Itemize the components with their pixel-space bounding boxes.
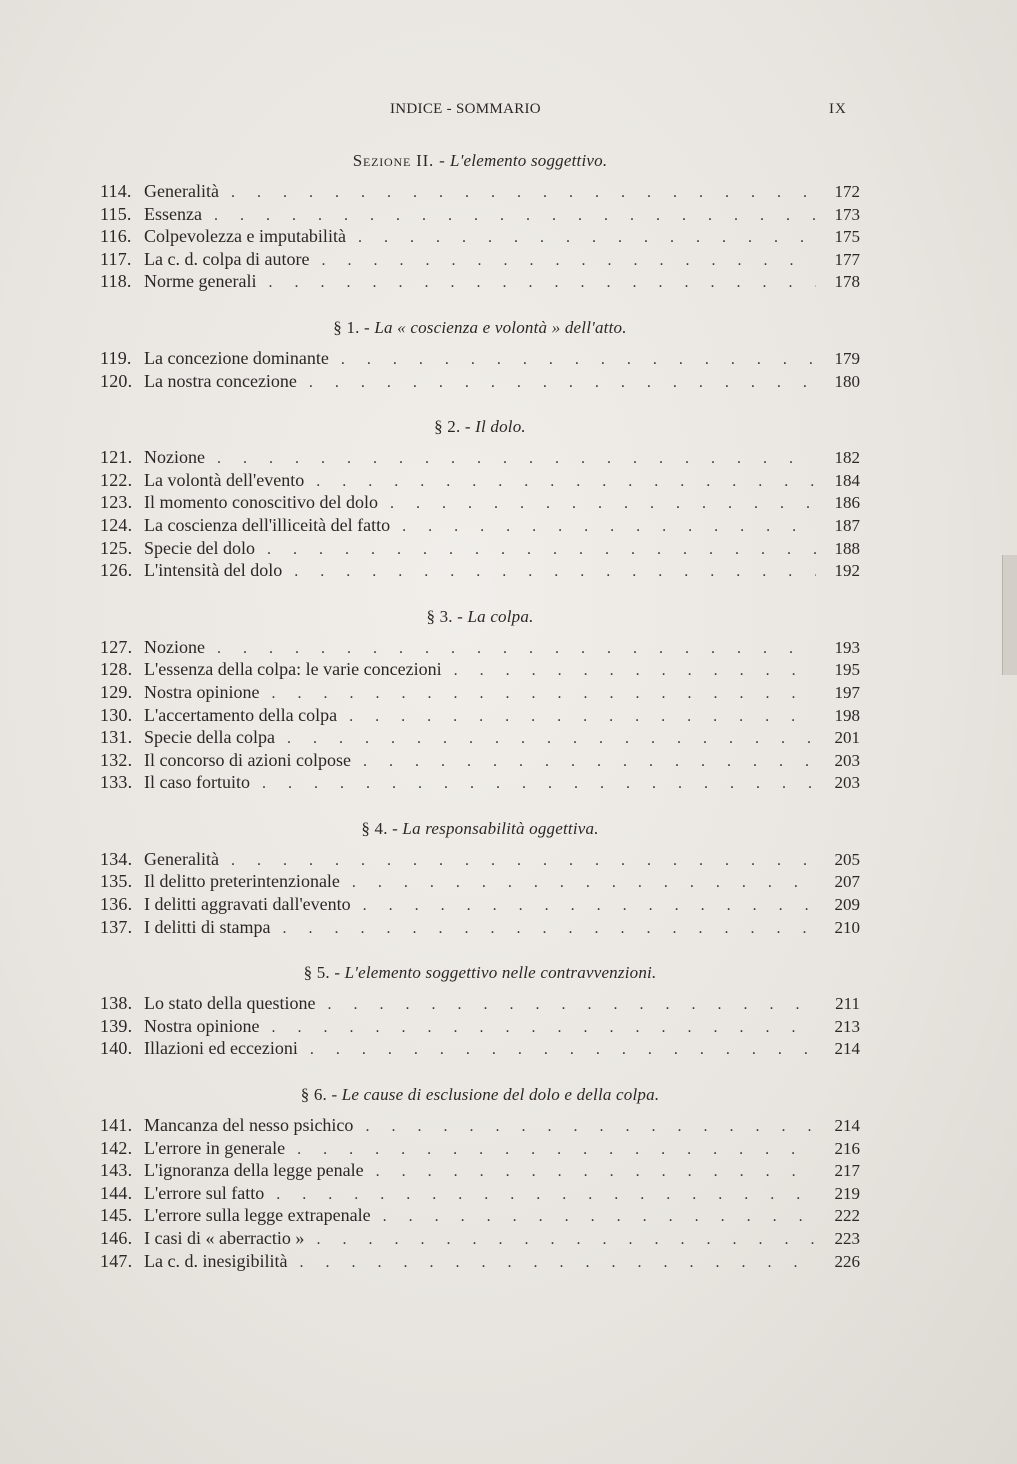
entry-page-number: 222: [834, 1206, 860, 1226]
toc-entry: [100, 248, 860, 271]
toc-entry: [100, 893, 860, 916]
entry-page-number: 178: [834, 272, 860, 292]
section-heading: [100, 416, 860, 438]
toc-section: [100, 962, 860, 1060]
entry-number: 125.: [100, 537, 133, 558]
dot-leader: [358, 227, 816, 250]
section-heading: [100, 818, 860, 840]
toc-entry: [100, 559, 860, 582]
entry-number: 128.: [100, 659, 133, 680]
entry-list: [100, 446, 860, 582]
running-head: [0, 101, 1017, 121]
toc-section: [100, 416, 860, 582]
toc-entry: [100, 681, 860, 704]
toc-entry: [100, 225, 860, 248]
dot-leader: [268, 272, 816, 295]
dot-leader: [294, 561, 816, 584]
toc-entry: [100, 514, 860, 537]
entry-title: La nostra concezione: [144, 370, 297, 391]
toc-entry: [100, 636, 860, 659]
toc-entry: [100, 1015, 860, 1038]
dot-leader: [282, 918, 816, 941]
entry-page-number: 226: [834, 1251, 860, 1271]
toc-entry: [100, 1137, 860, 1160]
entry-list: [100, 848, 860, 938]
dot-leader: [214, 205, 816, 228]
entry-number: 146.: [100, 1228, 133, 1248]
section-heading: [100, 1084, 860, 1106]
entry-page-number: 217: [834, 1161, 860, 1181]
entry-page-number: 214: [834, 1039, 860, 1059]
entry-list: [100, 180, 860, 293]
entry-number: 139.: [100, 1015, 133, 1036]
entry-title: Il momento conoscitivo del dolo: [144, 492, 378, 513]
toc-entry: [100, 180, 860, 203]
running-head-title: INDICE - SOMMARIO: [390, 101, 541, 117]
entry-page-number: 173: [834, 204, 860, 224]
section-heading-number: § 6. -: [300, 1085, 338, 1105]
page-edge-tab: [1002, 555, 1017, 675]
entry-title: Generalità: [144, 181, 219, 201]
dot-leader: [217, 448, 816, 471]
dot-leader: [231, 182, 816, 205]
entry-title: Lo stato della questione: [144, 993, 316, 1014]
entry-page-number: 216: [834, 1138, 860, 1158]
entry-number: 137.: [100, 916, 133, 937]
entry-title: Nozione: [144, 636, 205, 657]
section-heading-number: § 1. -: [333, 317, 370, 337]
entry-number: 140.: [100, 1038, 133, 1059]
toc-entry: [100, 704, 860, 727]
entry-page-number: 213: [834, 1016, 860, 1036]
toc-section: [100, 150, 860, 293]
toc-entry: [100, 992, 860, 1015]
dot-leader: [363, 751, 816, 774]
toc-entry: [100, 1037, 860, 1060]
entry-number: 122.: [100, 469, 133, 490]
entry-number: 135.: [100, 871, 133, 892]
toc-section: [100, 1084, 860, 1272]
dot-leader: [276, 1184, 816, 1207]
entry-number: 129.: [100, 681, 133, 702]
entry-title: L'essenza della colpa: le varie concezioni: [144, 659, 442, 680]
toc-entry: [100, 848, 860, 871]
toc-entry: [100, 1204, 860, 1227]
entry-title: L'errore in generale: [144, 1137, 286, 1158]
toc-entry: [100, 771, 860, 794]
entry-number: 144.: [100, 1182, 133, 1203]
entry-page-number: 172: [834, 182, 860, 201]
entry-page-number: 188: [834, 538, 860, 558]
entry-page-number: 198: [834, 705, 860, 725]
entry-number: 145.: [100, 1205, 133, 1226]
entry-title: Colpevolezza e imputabilità: [144, 226, 346, 247]
entry-page-number: 193: [834, 637, 860, 657]
entry-list: [100, 347, 860, 392]
entry-title: L'errore sul fatto: [144, 1182, 265, 1203]
entry-number: 141.: [100, 1115, 133, 1136]
dot-leader: [383, 1206, 816, 1229]
toc-entry: [100, 270, 860, 293]
section-heading-number: Sezione II. -: [352, 151, 446, 170]
entry-number: 117.: [100, 248, 132, 269]
entry-title: I delitti di stampa: [144, 916, 271, 937]
entry-title: Essenza: [144, 203, 202, 224]
entry-number: 127.: [100, 636, 133, 657]
entry-page-number: 205: [834, 849, 860, 869]
toc-entry: [100, 1182, 860, 1205]
dot-leader: [262, 773, 816, 796]
section-heading-title: La responsabilità oggettiva.: [397, 818, 599, 838]
entry-title: Generalità: [144, 848, 219, 869]
entry-title: L'intensità del dolo: [144, 560, 283, 581]
entry-title: Nostra opinione: [144, 1015, 260, 1036]
entry-title: La c. d. inesigibilità: [144, 1250, 288, 1271]
entry-title: L'errore sulla legge extrapenale: [144, 1205, 371, 1226]
entry-title: Nozione: [144, 447, 205, 468]
entry-title: L'ignoranza della legge penale: [144, 1160, 364, 1181]
table-of-contents: [100, 150, 860, 1272]
toc-entry: [100, 1114, 860, 1137]
entry-page-number: 201: [834, 728, 860, 748]
entry-page-number: 182: [834, 448, 860, 468]
entry-title: Specie del dolo: [144, 537, 255, 558]
toc-entry: [100, 1250, 860, 1273]
dot-leader: [271, 683, 816, 706]
entry-number: 116.: [100, 226, 132, 247]
dot-leader: [267, 539, 816, 562]
dot-leader: [365, 1116, 816, 1139]
dot-leader: [310, 1039, 816, 1062]
entry-title: Il caso fortuito: [144, 772, 250, 793]
dot-leader: [363, 895, 816, 918]
section-heading-title: Le cause di esclusione del dolo e della colpa.: [337, 1085, 660, 1105]
toc-entry: [100, 749, 860, 772]
entry-title: La volontà dell'evento: [144, 469, 305, 490]
entry-number: 147.: [100, 1250, 133, 1271]
dot-leader: [349, 706, 816, 729]
entry-number: 120.: [100, 370, 133, 391]
toc-section: [100, 606, 860, 794]
entry-page-number: 175: [834, 227, 860, 247]
toc-entry: [100, 726, 860, 749]
dot-leader: [297, 1139, 816, 1162]
entry-number: 132.: [100, 749, 133, 770]
entry-number: 130.: [100, 704, 133, 725]
entry-title: Il concorso di azioni colpose: [144, 749, 351, 770]
section-heading-number: § 5. -: [303, 963, 341, 983]
section-heading: [100, 962, 860, 984]
section-heading-title: La « coscienza e volontà » dell'atto.: [369, 317, 627, 337]
entry-page-number: 184: [834, 470, 860, 490]
dot-leader: [287, 728, 816, 751]
section-heading-title: Il dolo.: [470, 417, 526, 437]
entry-title: Mancanza del nesso psichico: [144, 1115, 354, 1136]
toc-entry: [100, 370, 860, 393]
entry-page-number: 179: [834, 348, 860, 368]
dot-leader: [231, 850, 816, 873]
toc-section: [100, 818, 860, 938]
toc-entry: [100, 870, 860, 893]
entry-page-number: 214: [834, 1116, 860, 1136]
entry-list: [100, 636, 860, 794]
entry-page-number: 209: [834, 895, 860, 915]
entry-number: 131.: [100, 727, 133, 748]
dot-leader: [217, 638, 816, 661]
section-heading: [100, 606, 860, 628]
entry-title: L'accertamento della colpa: [144, 704, 338, 725]
entry-number: 142.: [100, 1137, 133, 1158]
entry-number: 138.: [100, 993, 133, 1014]
dot-leader: [309, 372, 816, 395]
entry-page-number: 187: [834, 515, 860, 535]
entry-title: Specie della colpa: [144, 727, 275, 748]
dot-leader: [341, 349, 816, 372]
entry-title: I casi di « aberractio »: [144, 1228, 305, 1248]
dot-leader: [316, 471, 816, 494]
entry-page-number: 223: [834, 1229, 860, 1248]
entry-page-number: 180: [834, 371, 860, 391]
entry-page-number: 186: [834, 493, 860, 513]
entry-title: Illazioni ed eccezioni: [144, 1038, 298, 1059]
entry-number: 133.: [100, 772, 133, 793]
entry-page-number: 211: [835, 994, 860, 1014]
entry-page-number: 197: [834, 682, 860, 702]
entry-title: Norme generali: [144, 271, 257, 292]
entry-page-number: 219: [834, 1183, 860, 1203]
dot-leader: [454, 660, 816, 683]
entry-number: 123.: [100, 492, 133, 513]
entry-page-number: 192: [834, 561, 860, 581]
entry-title: I delitti aggravati dall'evento: [144, 894, 351, 915]
section-heading-title: L'elemento soggettivo nelle contravvenzioni.: [340, 963, 657, 983]
toc-entry: [100, 347, 860, 370]
dot-leader: [299, 1252, 816, 1275]
entry-list: [100, 992, 860, 1060]
dot-leader: [271, 1017, 816, 1040]
entry-number: 126.: [100, 560, 133, 581]
section-heading: [100, 150, 860, 172]
entry-number: 124.: [100, 514, 133, 535]
dot-leader: [376, 1161, 816, 1184]
toc-entry: [100, 469, 860, 492]
section-heading-number: § 4. -: [361, 818, 398, 838]
entry-list: [100, 1114, 860, 1272]
section-heading: [100, 317, 860, 339]
section-heading-number: § 3. -: [426, 606, 464, 626]
dot-leader: [402, 516, 816, 539]
entry-number: 134.: [100, 848, 133, 869]
entry-page-number: 210: [834, 917, 860, 937]
entry-title: Nostra opinione: [144, 681, 260, 702]
toc-entry: [100, 491, 860, 514]
section-heading-title: L'elemento soggettivo.: [445, 151, 608, 170]
entry-number: 115.: [100, 203, 132, 224]
toc-entry: [100, 1159, 860, 1182]
entry-number: 143.: [100, 1160, 133, 1181]
entry-number: 114.: [100, 181, 132, 201]
entry-number: 136.: [100, 894, 133, 915]
dot-leader: [352, 872, 816, 895]
entry-title: La coscienza dell'illiceità del fatto: [144, 514, 391, 535]
running-head-page-number: IX: [829, 101, 847, 117]
entry-page-number: 177: [834, 249, 860, 269]
section-heading-number: § 2. -: [434, 417, 471, 437]
toc-entry: [100, 537, 860, 560]
entry-page-number: 207: [834, 872, 860, 892]
dot-leader: [327, 994, 816, 1017]
toc-entry: [100, 916, 860, 939]
entry-page-number: 195: [834, 660, 860, 680]
entry-number: 121.: [100, 447, 133, 468]
entry-number: 119.: [100, 347, 132, 368]
entry-title: Il delitto preterintenzionale: [144, 871, 340, 892]
toc-entry: [100, 1227, 860, 1250]
entry-number: 118.: [100, 271, 132, 292]
entry-title: La concezione dominante: [144, 347, 329, 368]
dot-leader: [321, 250, 816, 273]
toc-section: [100, 317, 860, 392]
dot-leader: [390, 493, 816, 516]
entry-title: La c. d. colpa di autore: [144, 248, 310, 269]
entry-page-number: 203: [834, 750, 860, 770]
entry-page-number: 203: [834, 773, 860, 793]
dot-leader: [316, 1229, 816, 1252]
section-heading-title: La colpa.: [463, 606, 534, 626]
toc-entry: [100, 446, 860, 469]
toc-entry: [100, 203, 860, 226]
toc-entry: [100, 658, 860, 681]
